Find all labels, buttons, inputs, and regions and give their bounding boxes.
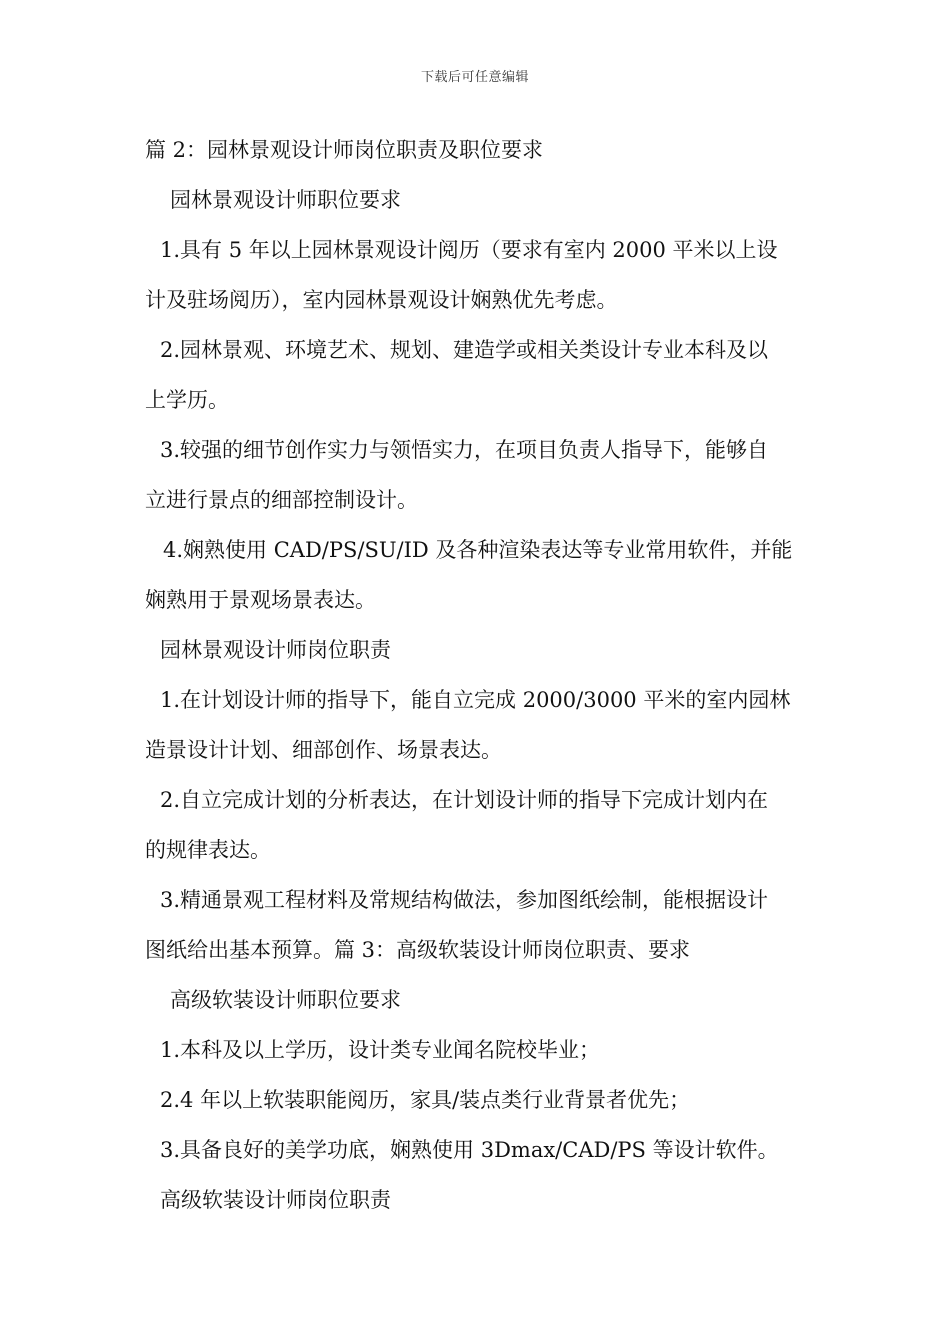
paragraph-line: 上学历。 (145, 388, 229, 412)
paragraph-line: 的规律表达。 (145, 838, 271, 862)
paragraph-line: 立进行景点的细部控制设计。 (145, 488, 418, 512)
paragraph-line: 3.具备良好的美学功底，娴熟使用 3Dmax/CAD/PS 等设计软件。 (160, 1138, 779, 1162)
paragraph-line: 娴熟用于景观场景表达。 (145, 588, 376, 612)
paragraph-line: 1.具有 5 年以上园林景观设计阅历（要求有室内 2000 平米以上设 (160, 238, 778, 262)
paragraph-line: 1.在计划设计师的指导下，能自立完成 2000/3000 平米的室内园林 (160, 688, 791, 712)
paragraph-line: 计及驻场阅历），室内园林景观设计娴熟优先考虑。 (145, 288, 618, 312)
subheading-requirements: 高级软装设计师职位要求 (170, 988, 401, 1012)
subheading-requirements: 园林景观设计师职位要求 (170, 188, 401, 212)
page-header-note: 下载后可任意编辑 (420, 70, 529, 85)
section-title-2: 篇 2：园林景观设计师岗位职责及职位要求 (145, 138, 544, 162)
subheading-duties: 园林景观设计师岗位职责 (160, 638, 391, 662)
paragraph-line: 2.园林景观、环境艺术、规划、建造学或相关类设计专业本科及以 (160, 338, 769, 362)
paragraph-line: 3.精通景观工程材料及常规结构做法，参加图纸绘制，能根据设计 (160, 888, 769, 912)
paragraph-line: 2.4 年以上软装职能阅历，家具/装点类行业背景者优先； (160, 1088, 691, 1112)
paragraph-line: 图纸给出基本预算。篇 3：高级软装设计师岗位职责、要求 (145, 938, 691, 962)
paragraph-line: 造景设计计划、细部创作、场景表达。 (145, 738, 502, 762)
subheading-duties: 高级软装设计师岗位职责 (160, 1188, 391, 1212)
paragraph-line: 2.自立完成计划的分析表达，在计划设计师的指导下完成计划内在 (160, 788, 769, 812)
paragraph-line: 4.娴熟使用 CAD/PS/SU/ID 及各种渲染表达等专业常用软件，并能 (163, 538, 793, 562)
paragraph-line: 1.本科及以上学历，设计类专业闻名院校毕业； (160, 1038, 601, 1062)
paragraph-line: 3.较强的细节创作实力与领悟实力，在项目负责人指导下，能够自 (160, 438, 769, 462)
